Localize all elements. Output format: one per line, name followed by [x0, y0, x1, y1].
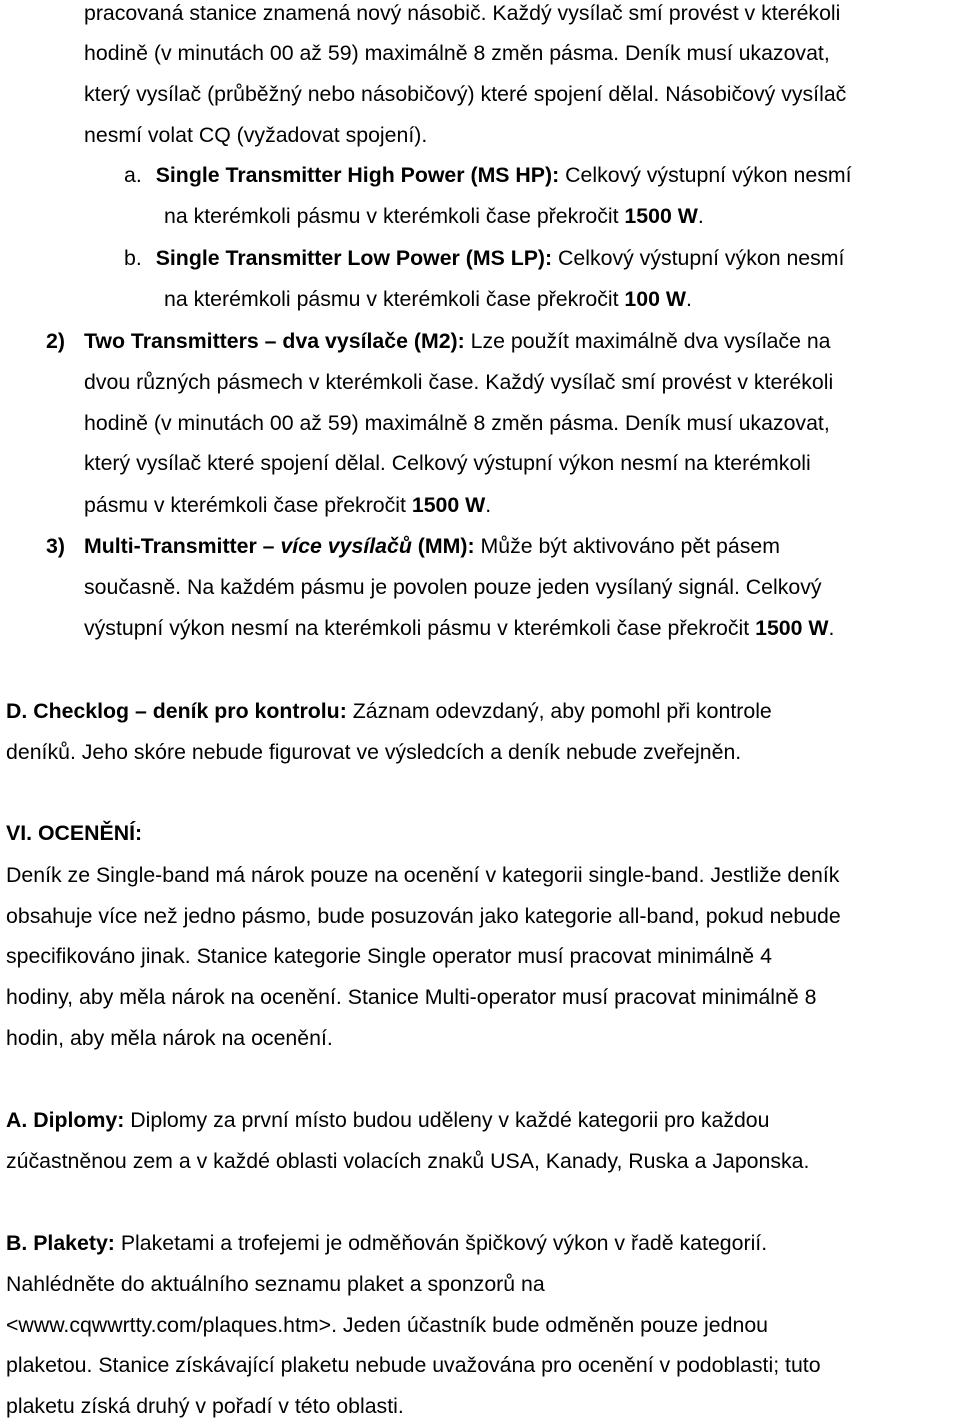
- paragraph-line: pracovaná stanice znamená nový násobič. Každý vysílač smí provést v kterékoli: [84, 1, 841, 25]
- paragraph-line: obsahuje více než jedno pásmo, bude posuzován jako kategorie all-band, pokud nebude: [6, 904, 841, 928]
- paragraph-line: zúčastněnou zem a v každé oblasti volacích znaků USA, Kanady, Ruska a Japonska.: [6, 1149, 810, 1173]
- category-title: Single Transmitter Low Power (MS LP):: [155, 246, 553, 270]
- paragraph-line: <www.cqwwrtty.com/plaques.htm>. Jeden účastník bude odměněn pouze jednou: [6, 1313, 769, 1337]
- paragraph-line: plaketou. Stanice získávající plaketu nebude uvažována pro ocenění v podoblasti; tuto: [6, 1353, 821, 1377]
- paragraph-line: Nahlédněte do aktuálního seznamu plaket a sponzorů na: [6, 1272, 545, 1296]
- sub-item-b: b. Single Transmitter Low Power (MS LP): Celkový výstupní výkon nesmí: [124, 246, 845, 270]
- paragraph-line: současně. Na každém pásmu je povolen pouze jeden vysílaný signál. Celkový: [84, 575, 822, 599]
- list-number: 3): [46, 534, 65, 558]
- list-marker: a.: [124, 163, 142, 187]
- paragraph-line: který vysílač (průběžný nebo násobičový) které spojení dělal. Násobičový vysílač: [84, 82, 847, 106]
- category-title: Single Transmitter High Power (MS HP):: [155, 163, 560, 187]
- category-title: Two Transmitters – dva vysílače (M2):: [84, 329, 465, 353]
- paragraph-line: hodin, aby měla nárok na ocenění.: [6, 1026, 333, 1050]
- section-d-line1: D. Checklog – deník pro kontrolu: Záznam odevzdaný, aby pomohl při kontrole: [6, 699, 772, 723]
- paragraph-line: hodiny, aby měla nárok na ocenění. Stanice Multi-operator musí pracovat minimálně 8: [6, 985, 817, 1009]
- paragraph-line: specifikováno jinak. Stanice kategorie Single operator musí pracovat minimálně 4: [6, 944, 772, 968]
- paragraph-line: který vysílač které spojení dělal. Celkový výstupní výkon nesmí na kterémkoli: [84, 451, 811, 475]
- list-item-3: 3) Multi-Transmitter – více vysílačů (MM): Může být aktivováno pět pásem: [46, 534, 780, 558]
- section-title: B. Plakety:: [6, 1231, 115, 1255]
- paragraph-line: nesmí volat CQ (vyžadovat spojení).: [84, 123, 428, 147]
- paragraph-line: pásmu v kterémkoli čase překročit 1500 W.: [84, 493, 492, 517]
- paragraph-line: hodině (v minutách 00 až 59) maximálně 8 změn pásma. Deník musí ukazovat,: [84, 411, 830, 435]
- sub-item-a: a. Single Transmitter High Power (MS HP): Celkový výstupní výkon nesmí: [124, 163, 852, 187]
- sub-item-b-line2: na kterémkoli pásmu v kterémkoli čase překročit 100 W.: [164, 287, 692, 311]
- list-number: 2): [46, 329, 65, 353]
- section-title: D. Checklog – deník pro kontrolu:: [6, 699, 347, 723]
- section-b-line1: B. Plakety: Plaketami a trofejemi je odměňován špičkový výkon v řadě kategorií.: [6, 1231, 768, 1255]
- section-title: A. Diplomy:: [6, 1108, 125, 1132]
- paragraph-line: deníků. Jeho skóre nebude figurovat ve výsledcích a deník nebude zveřejněn.: [6, 740, 742, 764]
- list-marker: b.: [124, 246, 142, 270]
- sub-item-a-line2: na kterémkoli pásmu v kterémkoli čase překročit 1500 W.: [164, 204, 704, 228]
- paragraph-line: Deník ze Single-band má nárok pouze na ocenění v kategorii single-band. Jestliže deník: [6, 863, 840, 887]
- list-item-2: 2) Two Transmitters – dva vysílače (M2): Lze použít maximálně dva vysílače na: [46, 329, 831, 353]
- section-heading: VI. OCENĚNÍ:: [6, 821, 143, 845]
- paragraph-line: hodině (v minutách 00 až 59) maximálně 8 změn pásma. Deník musí ukazovat,: [84, 41, 830, 65]
- category-title: Multi-Transmitter –: [84, 534, 281, 558]
- paragraph-line: dvou různých pásmech v kterémkoli čase. Každý vysílač smí provést v kterékoli: [84, 370, 834, 394]
- section-a-line1: A. Diplomy: Diplomy za první místo budou uděleny v každé kategorii pro každou: [6, 1108, 770, 1132]
- paragraph-line: plaketu získá druhý v pořadí v této oblasti.: [6, 1394, 404, 1418]
- paragraph-line: výstupní výkon nesmí na kterémkoli pásmu v kterémkoli čase překročit 1500 W.: [84, 616, 835, 640]
